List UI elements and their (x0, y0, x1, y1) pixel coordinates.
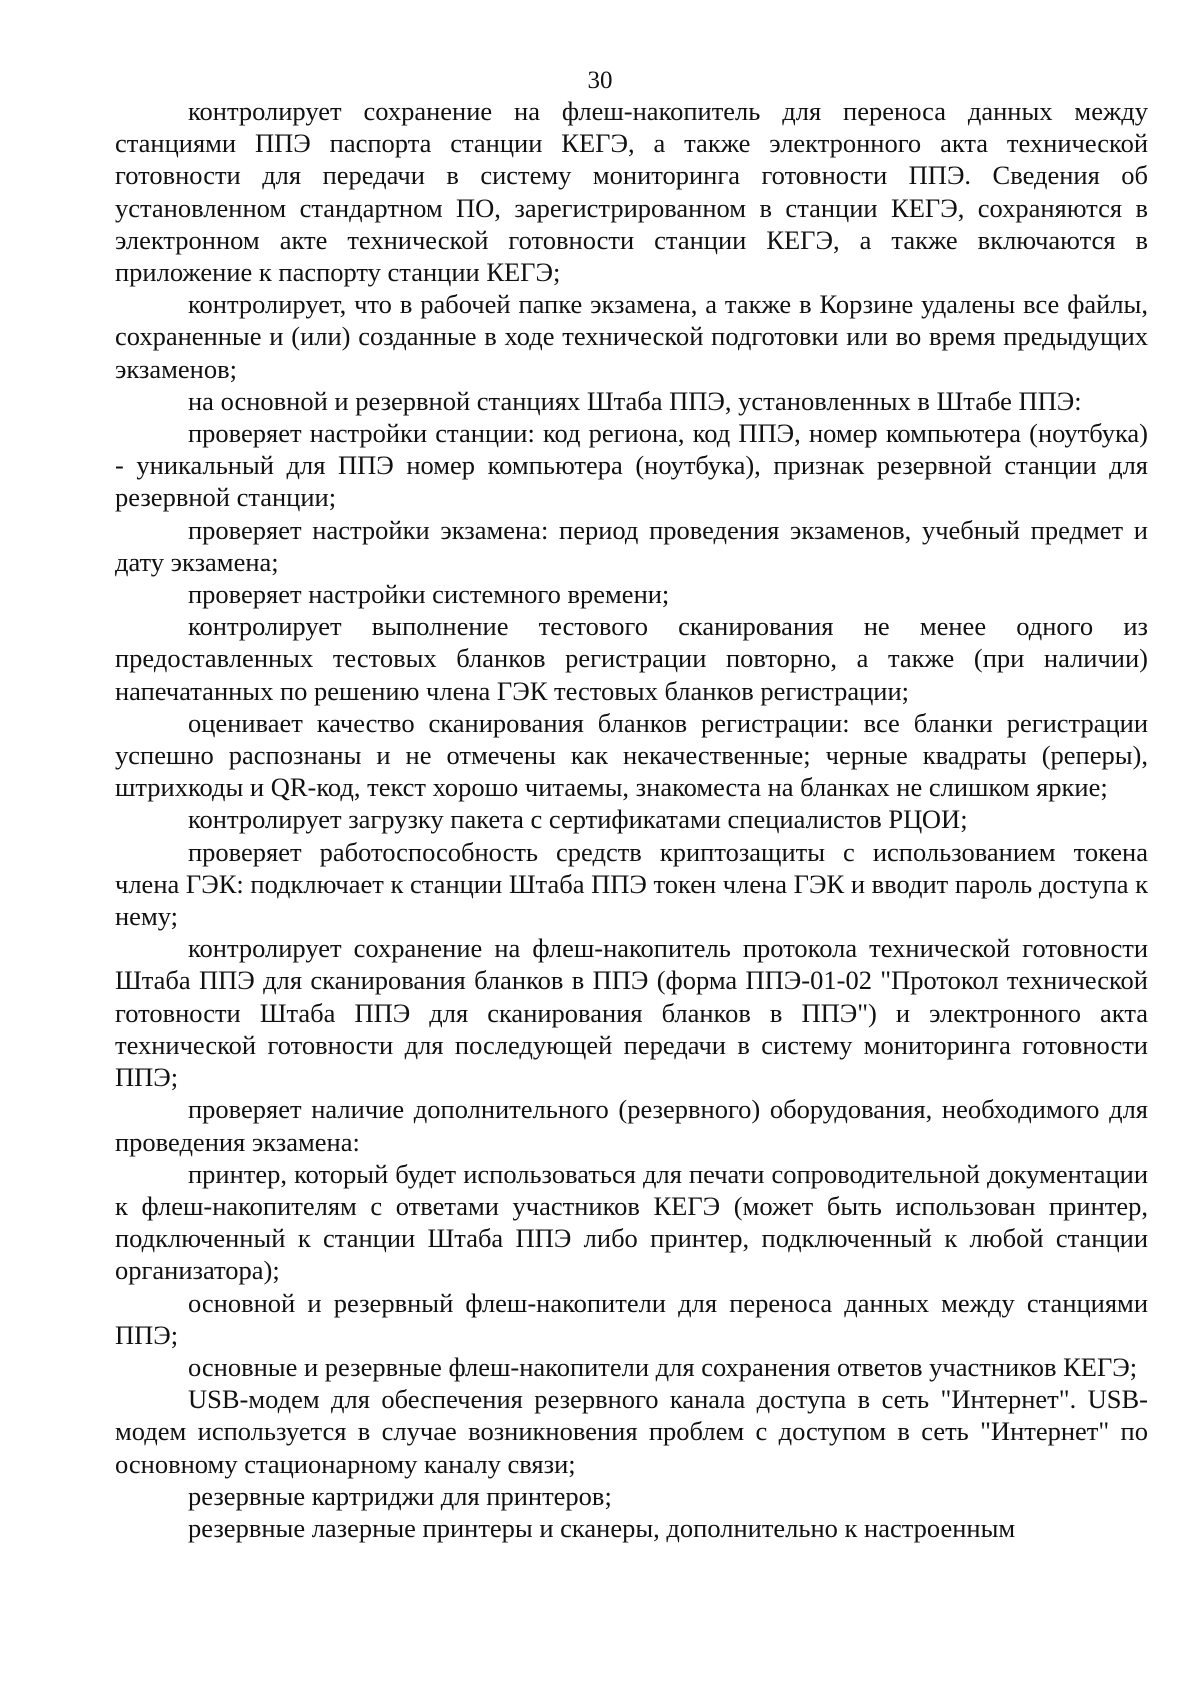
paragraph: проверяет наличие дополнительного (резервного) оборудования, необходимого для проведения экзамена: (115, 1094, 1148, 1157)
paragraph: проверяет настройки станции: код региона, код ППЭ, номер компьютера (ноутбука) - уникальный для ППЭ номер компьютера (ноутбука), признак резервной станции для резервной станции; (115, 418, 1148, 513)
paragraph: резервные лазерные принтеры и сканеры, дополнительно к настроенным (188, 1512, 1016, 1543)
paragraph: контролирует сохранение на флеш-накопитель для переноса данных между станциями ППЭ паспорта станции КЕГЭ, а также электронного акта технической готовности для передачи в систему мониторинга готовности ППЭ. Сведения об установленном стандартном ПО, зарегистрированном в станции КЕГЭ, сохраняются в электронном акте технической готовности станции КЕГЭ, а также включаются в приложение к паспорту станции КЕГЭ; (115, 96, 1148, 288)
paragraph: контролирует сохранение на флеш-накопитель протокола технической готовности Штаба ППЭ для сканирования бланков в ППЭ (форма ППЭ-01-02 "Протокол технической готовности Штаба ППЭ для сканирования бланков в ППЭ") и электронного акта технической готовности для последующей передачи в систему мониторинга готовности ППЭ; (115, 933, 1148, 1093)
paragraph: оценивает качество сканирования бланков регистрации: все бланки регистрации успешно распознаны и не отмечены как некачественные; черные квадраты (реперы), штрихкоды и QR-код, текст хорошо читаемы, знакоместа на бланках не слишком яркие; (115, 707, 1148, 803)
document-body (115, 95, 1148, 1544)
paragraph: на основной и резервной станциях Штаба ППЭ, установленных в Штабе ППЭ: (188, 385, 1082, 416)
paragraph: USB-модем для обеспечения резервного канала доступа в сеть "Интернет". USB-модем используется в случае возникновения проблем с доступом в сеть "Интернет" по основному стационарному каналу связи; (115, 1384, 1148, 1479)
paragraph: контролирует выполнение тестового сканирования не менее одного из предоставленных тестовых бланков регистрации повторно, а также (при наличии) напечатанных по решению члена ГЭК тестовых бланков регистрации; (115, 611, 1148, 706)
paragraph: резервные картриджи для принтеров; (188, 1480, 612, 1511)
paragraph: проверяет настройки системного времени; (188, 579, 670, 610)
paragraph: принтер, который будет использоваться для печати сопроводительной документации к флеш-накопителям с ответами участников КЕГЭ (может быть использован принтер, подключенный к станции Штаба ППЭ либо принтер, подключенный к любой станции организатора); (115, 1158, 1148, 1286)
page-number: 30 (587, 67, 613, 94)
paragraph: проверяет настройки экзамена: период проведения экзаменов, учебный предмет и дату экзамена; (115, 514, 1148, 577)
paragraph: основные и резервные флеш-накопители для сохранения ответов участников КЕГЭ; (188, 1351, 1138, 1382)
paragraph: основной и резервный флеш-накопители для переноса данных между станциями ППЭ; (115, 1287, 1148, 1350)
paragraph: контролирует, что в рабочей папке экзамена, а также в Корзине удалены все файлы, сохраненные и (или) созданные в ходе технической подготовки или во время предыдущих экзаменов; (115, 289, 1148, 384)
paragraph: проверяет работоспособность средств криптозащиты с использованием токена члена ГЭК: подключает к станции Штаба ППЭ токен члена ГЭК и вводит пароль доступа к нему; (115, 836, 1148, 932)
paragraph: контролирует загрузку пакета с сертификатами специалистов РЦОИ; (188, 804, 968, 835)
